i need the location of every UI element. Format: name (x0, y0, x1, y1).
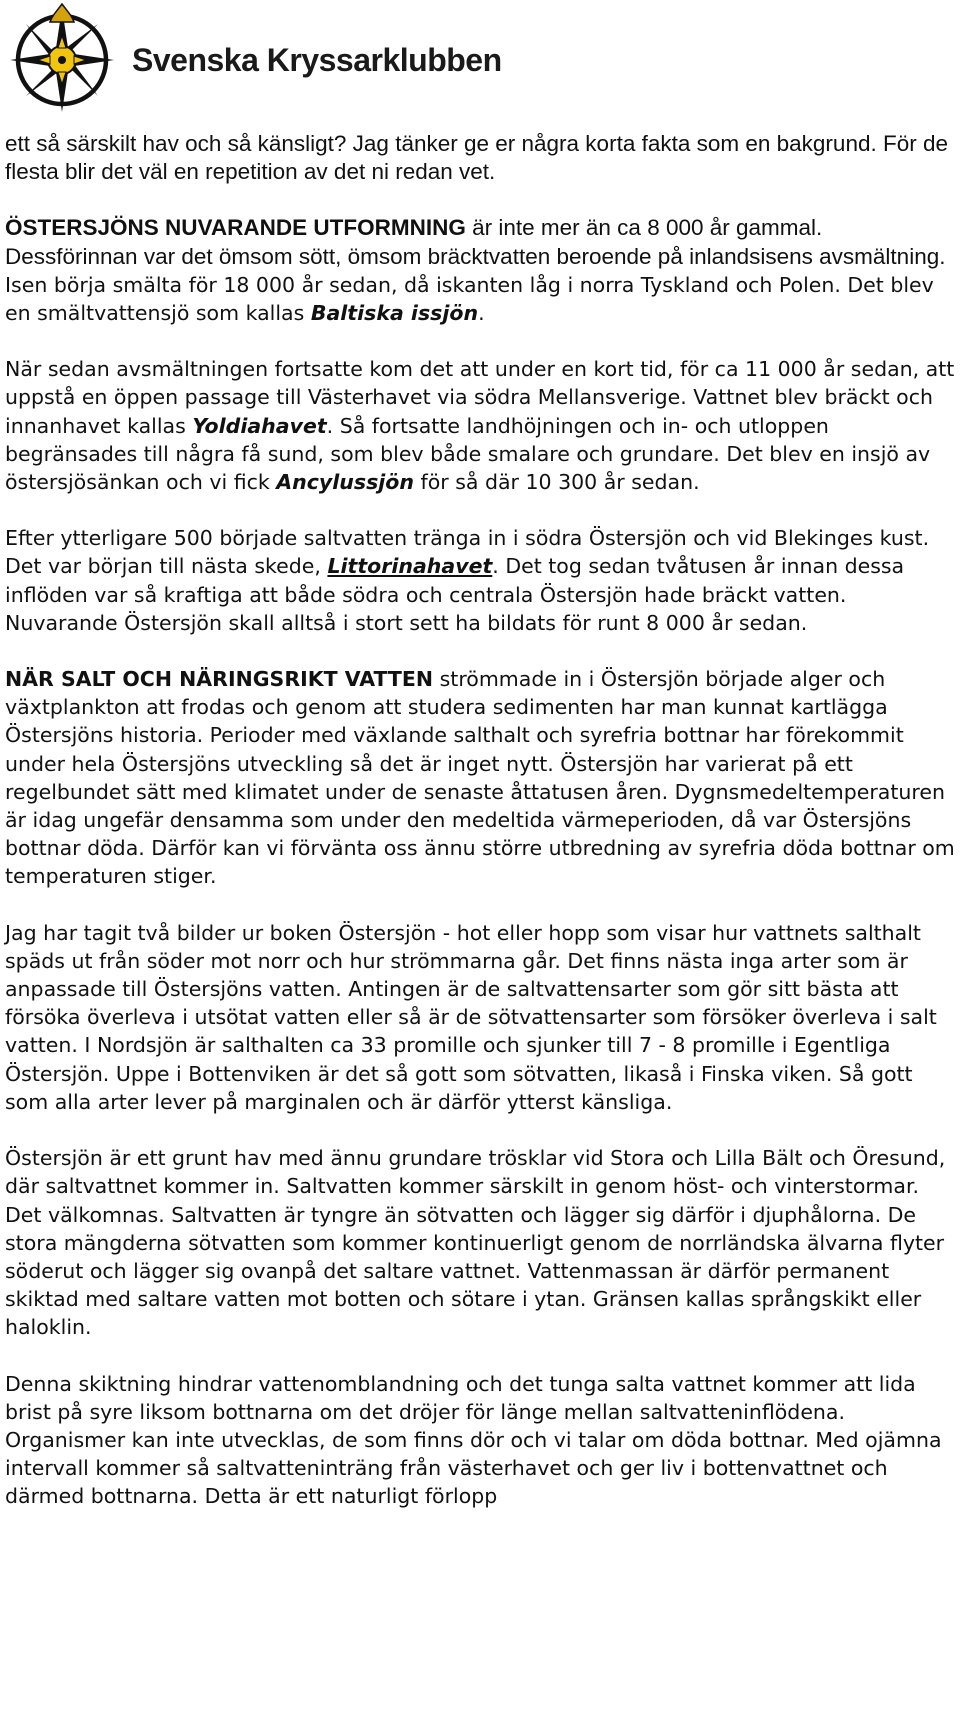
paragraph-text: . Så fortsatte landhöjningen och in- och utloppen begränsades till några få sund, som blev både smalare och grundare. Det blev en insjö av östersjösänkan och vi fick (5, 413, 931, 495)
paragraph-text: . (478, 301, 485, 326)
paragraph-salt-vatten (5, 665, 955, 891)
term-ancylussjon: Ancylussjön (276, 470, 414, 495)
term-littorinahavet: Littorinahavet (327, 554, 493, 579)
page-header (6, 2, 502, 114)
paragraph-littorinahavet (5, 524, 955, 637)
paragraph-text: Östersjön är ett grunt hav med ännu grundare trösklar vid Stora och Lilla Bält och Öresund, där saltvattnet kommer in. Saltvatten kommer särskilt in genom höst- och vinterstormar. Det välkomnas. Saltvatten är tyngre än sötvatten och lägger sig därför i djuphålorna. De stora mängderna sötvatten som kommer kontinuerligt genom de norrländska älvarna flyter söderut och lägger sig ovanpå det saltare vattnet. Vattenmassan är därför permanent skiktad med saltare vatten mot botten och sötare i ytan. Gränsen kallas språngskikt eller haloklin. (5, 1146, 946, 1340)
compass-rose-icon (6, 2, 118, 114)
article-body (5, 130, 955, 1539)
section-heading: NÄR SALT OCH NÄRINGSRIKT VATTEN (5, 667, 434, 692)
paragraph-intro (5, 130, 955, 186)
paragraph-grunt-hav (5, 1144, 955, 1341)
paragraph-text: är inte mer än ca 8 000 år gammal. Dessförinnan var det ömsom sött, ömsom bräcktvatten beroende på inlandsisens avsmältning. (5, 215, 946, 269)
section-heading: ÖSTERSJÖNS NUVARANDE UTFORMNING (5, 215, 466, 241)
paragraph-ostersjons-utformning (5, 214, 955, 327)
paragraph-text: strömmade in i Östersjön började alger och växtplankton att frodas och genom att studera sedimenten har man kunnat kartlägga Östersjöns historia. Perioder med växlande salthalt och syrefria bottnar har förekommit under hela Östersjöns utveckling så det är inget nytt. Östersjön har varierat på ett regelbundet sätt med klimatet under de senaste åttatusen åren. Dygnsmedeltemperaturen är idag ungefär densamma som under den medeltida värmeperioden, då var Östersjöns bottnar döda. Därför kan vi förvänta oss ännu större utbredning av syrefria döda bottnar om temperaturen stiger. (5, 667, 955, 889)
paragraph-bilder (5, 919, 955, 1116)
paragraph-avsmaltning (5, 355, 955, 496)
paragraph-skiktning (5, 1370, 955, 1511)
paragraph-text: ett så särskilt hav och så känsligt? Jag tänker ge er några korta fakta som en bakgrund. För de flesta blir det väl en repetition av det ni redan vet. (5, 131, 949, 185)
paragraph-text: för så där 10 300 år sedan. (414, 470, 700, 495)
paragraph-text: Denna skiktning hindrar vattenomblandning och det tunga salta vattnet kommer att lida brist på syre liksom bottnarna om det dröjer för länge mellan saltvatteninflödena. Organismer kan inte utvecklas, de som finns dör och vi talar om döda bottnar. Med ojämna intervall kommer så saltvatteninträng från västerhavet och ger liv i bottenvattnet och därmed bottnarna. Detta är ett naturligt förlopp (5, 1371, 942, 1509)
paragraph-text: Jag har tagit två bilder ur boken Östersjön - hot eller hopp som visar hur vattnets salthalt späds ut från söder mot norr och hur strömmarna går. Det finns nästa inga arter som är anpassade till Östersjöns vatten. Antingen är de saltvattensarter som gör sitt bästa att försöka överleva i utsötat vatten eller så är de sötvattensarter som försöker överleva i salt vatten. I Nordsjön är salthalten ca 33 promille och sjunker till 7 - 8 promille i Egentliga Östersjön. Uppe i Bottenviken är det så gott som sötvatten, likaså i Finska viken. Så gott som alla arter lever på marginalen och är därför ytterst känsliga. (5, 920, 937, 1114)
paragraph-text: Efter ytterligare 500 började saltvatten tränga in i södra Östersjön och vid Blekinges kust. Det var början till nästa skede, (5, 526, 930, 579)
term-yoldiahavet: Yoldiahavet (192, 413, 327, 438)
paragraph-text: Isen börja smälta för 18 000 år sedan, då iskanten låg i norra Tyskland och Polen. Det blev en smältvattensjö som kallas (5, 272, 934, 326)
paragraph-text: . Det tog sedan tvåtusen år innan dessa inflöden var så kraftiga att både södra och centrala Östersjön hade bräckt vatten. Nuvarande Östersjön skall alltså i stort sett ha bildats för runt 8 000 år sedan. (5, 554, 905, 635)
paragraph-text: När sedan avsmältningen fortsatte kom det att under en kort tid, för ca 11 000 år sedan, att uppstå en öppen passage till Västerhavet via södra Mellansverige. Vattnet blev bräckt och innanhavet kallas (5, 357, 955, 438)
brand-name: Svenska Kryssarklubben (132, 41, 502, 78)
term-baltiska-issjon: Baltiska issjön (310, 301, 479, 326)
